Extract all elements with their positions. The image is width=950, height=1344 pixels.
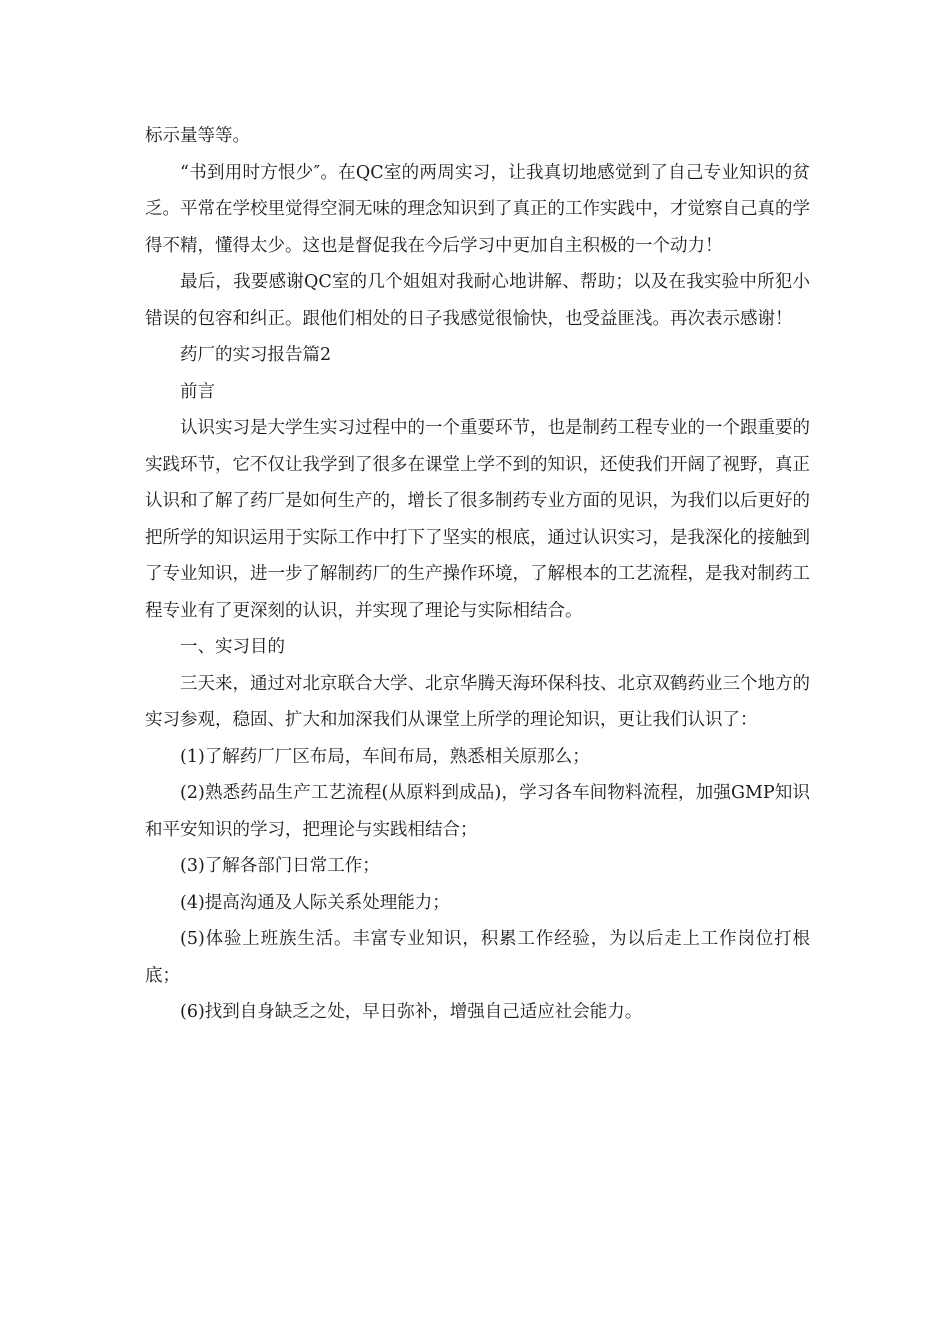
list-item-goal-2: (2)熟悉药品生产工艺流程(从原料到成品)，学习各车间物料流程，加强GMP知识和平安知识的学习，把理论与实践相结合； xyxy=(145,783,810,840)
paragraph-reflection: “书到用时方恨少″。在QC室的两周实习，让我真切地感觉到了自己专业知识的贫乏。平常在学校里觉得空洞无味的理念知识到了真正的工作实践中，才觉察自己真的学得不精，懂得太少。这也是督促我在今后学习中更加自主积极的一个动力！ xyxy=(145,162,810,256)
heading-preface: 前言 xyxy=(180,381,215,402)
paragraph-goals-intro: 三天来，通过对北京联合大学、北京华腾天海环保科技、北京双鹤药业三个地方的实习参观，稳固、扩大和加深我们从课堂上所学的理论知识，更让我们认识了： xyxy=(145,673,810,730)
section-title-report-2: 药厂的实习报告篇2 xyxy=(180,345,332,365)
list-item-goal-6: (6)找到自身缺乏之处，早日弥补，增强自己适应社会能力。 xyxy=(180,1002,643,1022)
paragraph-continuation: 标示量等等。 xyxy=(145,126,250,146)
list-item-goal-3: (3)了解各部门日常工作； xyxy=(180,856,380,876)
list-item-goal-4: (4)提高沟通及人际关系处理能力； xyxy=(180,892,450,913)
list-item-goal-5: (5)体验上班族生活。丰富专业知识，积累工作经验，为以后走上工作岗位打根底； xyxy=(145,929,810,986)
paragraph-preface: 认识实习是大学生实习过程中的一个重要环节，也是制药工程专业的一个跟重要的实践环节，它不仅让我学到了很多在课堂上学不到的知识，还使我们开阔了视野，真正认识和了解了药厂是如何生产的，增长了很多制药专业方面的见识，为我们以后更好的把所学的知识运用于实际工作中打下了坚实的根底，通过认识实习，是我深化的接触到了专业知识，进一步了解制药厂的生产操作环境，了解根本的工艺流程，是我对制药工程专业有了更深刻的认识，并实现了理论与实际相结合。 xyxy=(145,418,810,621)
paragraph-thanks: 最后，我要感谢QC室的几个姐姐对我耐心地讲解、帮助；以及在我实验中所犯小错误的包容和纠正。跟他们相处的日子我感觉很愉快，也受益匪浅。再次表示感谢！ xyxy=(145,272,810,329)
list-item-goal-1: (1)了解药厂厂区布局，车间布局，熟悉相关原那么； xyxy=(180,746,590,767)
heading-internship-goals: 一、实习目的 xyxy=(180,637,285,657)
document-body xyxy=(145,118,810,1031)
